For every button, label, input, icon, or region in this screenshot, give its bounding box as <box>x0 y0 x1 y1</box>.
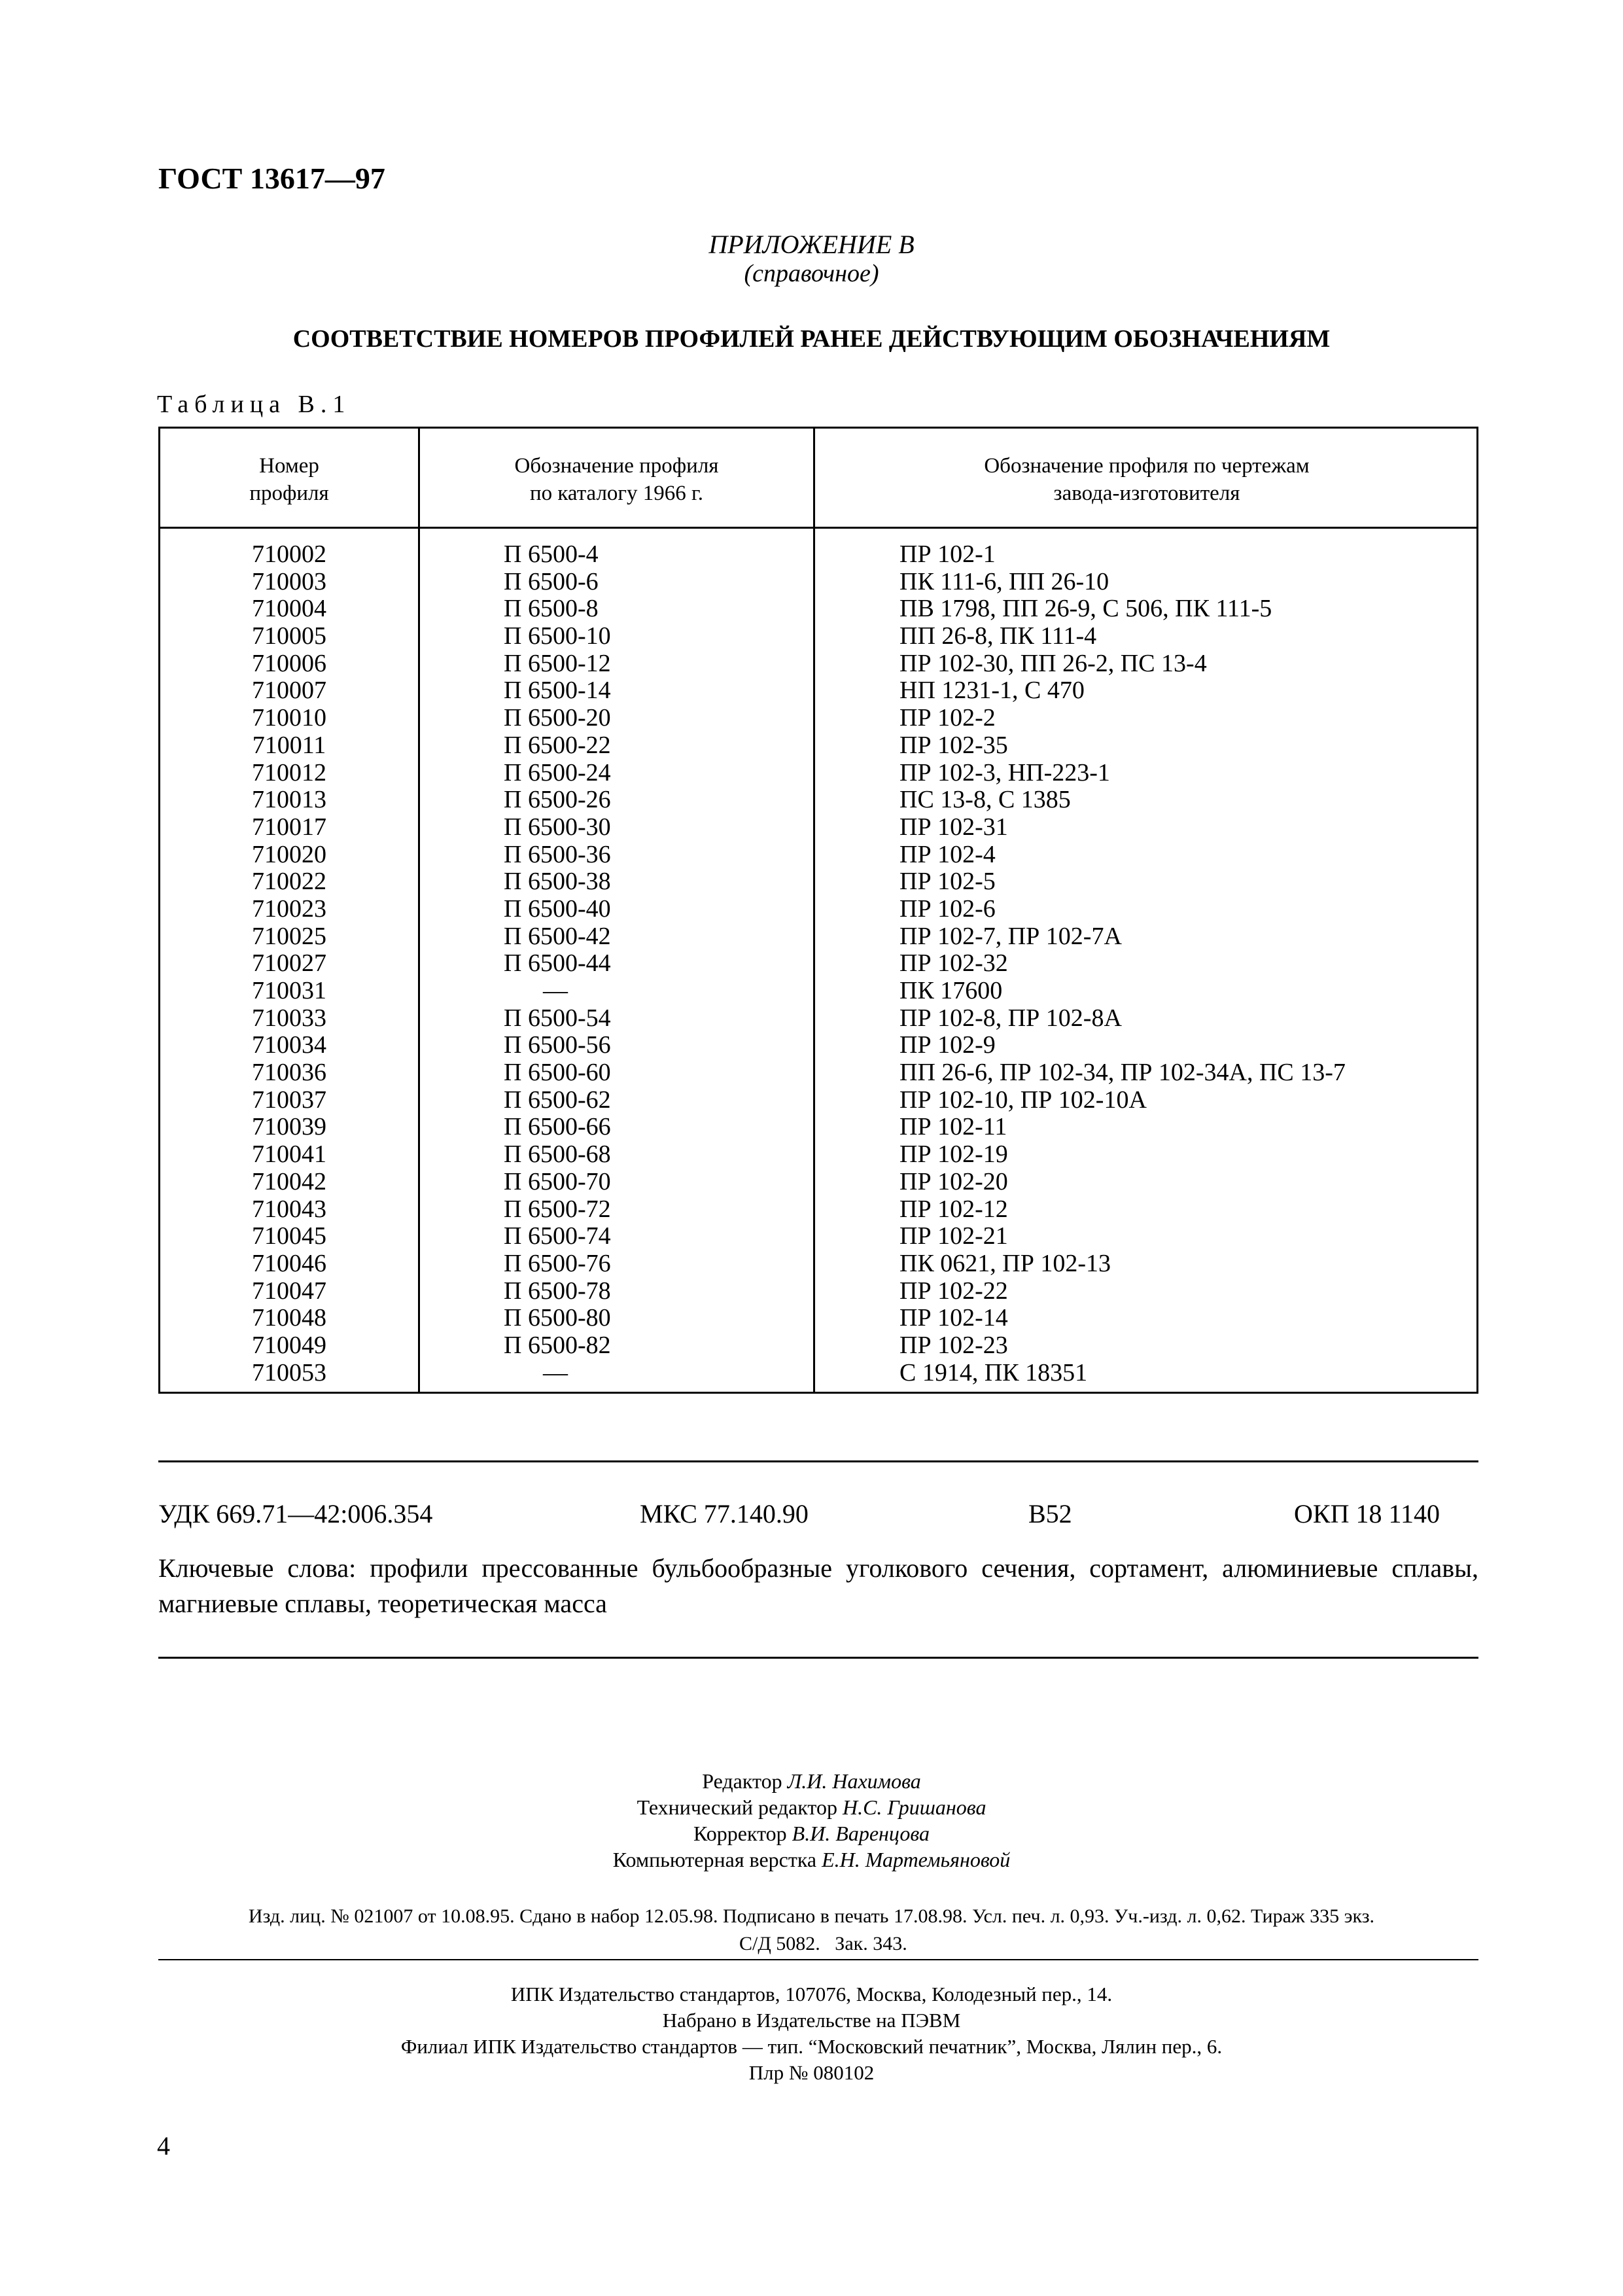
profiles-table <box>158 427 1478 1394</box>
cell-profile-number: 710042 <box>252 1167 326 1195</box>
staff-role: Компьютерная верстка <box>612 1848 817 1871</box>
cell-profile-number: 710006 <box>252 649 326 677</box>
cell-factory-designation: ПВ 1798, ПП 26-9, С 506, ПК 111-5 <box>899 595 1272 623</box>
okstu-code: В52 <box>1028 1499 1072 1528</box>
cell-factory-designation: ПП 26-6, ПР 102-34, ПР 102-34А, ПС 13-7 <box>899 1059 1346 1087</box>
cell-profile-number: 710046 <box>252 1249 326 1277</box>
cell-factory-designation: ПР 102-22 <box>899 1277 1008 1305</box>
cell-catalog-designation: П 6500-56 <box>504 1031 611 1059</box>
cell-factory-designation: ПР 102-5 <box>899 868 996 896</box>
cell-factory-designation: ПР 102-20 <box>899 1167 1008 1195</box>
cell-catalog-designation: П 6500-68 <box>504 1140 611 1169</box>
cell-factory-designation: ПР 102-30, ПП 26-2, ПС 13-4 <box>899 649 1207 677</box>
cell-factory-designation: ПР 102-6 <box>899 894 996 923</box>
cell-catalog-designation: П 6500-10 <box>504 622 611 650</box>
cell-profile-number: 710005 <box>252 622 326 650</box>
cell-factory-designation: ПП 26-8, ПК 111-4 <box>899 622 1097 650</box>
cell-factory-designation: С 1914, ПК 18351 <box>899 1358 1088 1386</box>
cell-catalog-designation: П 6500-82 <box>504 1331 611 1359</box>
cell-profile-number: 710025 <box>252 922 326 950</box>
header-line: завода-изготовителя <box>1053 482 1240 505</box>
cell-catalog-designation: П 6500-70 <box>504 1167 611 1195</box>
section-title: СООТВЕТСТВИЕ НОМЕРОВ ПРОФИЛЕЙ РАНЕЕ ДЕЙСТВУЮЩИМ ОБОЗНАЧЕНИЯМ <box>292 325 1331 353</box>
cell-profile-number: 710002 <box>252 540 326 568</box>
cell-profile-number: 710043 <box>252 1195 326 1223</box>
cell-catalog-designation: П 6500-78 <box>504 1277 611 1305</box>
cell-catalog-designation: П 6500-66 <box>504 1113 611 1141</box>
column-catalog-designation <box>504 541 811 1386</box>
cell-factory-designation: ПР 102-8, ПР 102-8А <box>899 1004 1122 1032</box>
cell-profile-number: 710007 <box>252 677 326 705</box>
cell-profile-number: 710027 <box>252 949 326 978</box>
cell-catalog-designation: П 6500-74 <box>504 1222 611 1250</box>
appendix-title: ПРИЛОЖЕНИЕ В <box>708 230 915 259</box>
table-header-divider <box>160 527 1476 529</box>
document-header: ГОСТ 13617—97 <box>158 162 385 195</box>
page-number: 4 <box>157 2131 170 2161</box>
header-line: Обозначение профиля по чертежам <box>984 454 1310 478</box>
cell-factory-designation: ПР 102-1 <box>899 540 996 568</box>
cell-catalog-designation: П 6500-60 <box>504 1059 611 1087</box>
cell-factory-designation: ПС 13-8, С 1385 <box>899 786 1071 814</box>
header-line: по каталогу 1966 г. <box>529 482 704 505</box>
cell-catalog-designation: П 6500-62 <box>504 1086 611 1114</box>
cell-profile-number: 710031 <box>252 977 326 1004</box>
cell-catalog-designation: П 6500-40 <box>504 894 611 923</box>
staff-line <box>0 1769 1623 1793</box>
cell-factory-designation: ПР 102-32 <box>899 949 1008 978</box>
cell-catalog-designation: П 6500-26 <box>504 786 611 814</box>
cell-factory-designation: ПК 17600 <box>899 977 1003 1004</box>
cell-profile-number: 710020 <box>252 840 326 868</box>
okp-code: ОКП 18 1140 <box>1294 1499 1440 1528</box>
cell-catalog-designation: П 6500-24 <box>504 758 611 786</box>
cell-catalog-designation: П 6500-38 <box>504 868 611 896</box>
cell-profile-number: 710037 <box>252 1086 326 1114</box>
publisher-line: Филиал ИПК Издательство стандартов — тип. “Московский печатник”, Москва, Лялин пер., 6. <box>400 2035 1223 2058</box>
cell-catalog-designation: П 6500-22 <box>504 731 611 759</box>
cell-catalog-designation: П 6500-8 <box>504 595 599 623</box>
cell-profile-number: 710047 <box>252 1277 326 1305</box>
staff-name: Н.С. Гришанова <box>842 1795 986 1819</box>
header-catalog-designation <box>420 452 813 507</box>
udk-code: УДК 669.71—42:006.354 <box>158 1499 433 1528</box>
divider-rule <box>158 1959 1478 1960</box>
cell-factory-designation: НП 1231-1, С 470 <box>899 677 1085 705</box>
cell-factory-designation: ПР 102-11 <box>899 1113 1007 1141</box>
keywords: Ключевые слова: профили прессованные бульбообразные уголкового сечения, сортамент, алюминиевые сплавы, магниевые сплавы, теоретическая масса <box>158 1553 1478 1618</box>
cell-profile-number: 710036 <box>252 1059 326 1087</box>
cell-profile-number: 710017 <box>252 813 326 841</box>
cell-profile-number: 710004 <box>252 595 326 623</box>
cell-factory-designation: ПР 102-4 <box>899 840 996 868</box>
publisher-line: Набрано в Издательстве на ПЭВМ <box>662 2009 961 2032</box>
header-line: Обозначение профиля <box>514 454 719 478</box>
cell-profile-number: 710053 <box>252 1358 326 1386</box>
cell-profile-number: 710045 <box>252 1222 326 1250</box>
column-profile-number <box>160 541 418 1386</box>
cell-factory-designation: ПР 102-2 <box>899 704 996 732</box>
table-column-divider <box>418 429 420 1392</box>
staff-name: В.И. Варенцова <box>792 1822 930 1845</box>
imprint-line: Изд. лиц. № 021007 от 10.08.95. Сдано в набор 12.05.98. Подписано в печать 17.08.98. Усл. печ. л. 0,93. Уч.-изд. л. 0,62. Тираж 335 экз. <box>248 1905 1375 1927</box>
cell-catalog-designation: П 6500-6 <box>504 567 599 595</box>
cell-factory-designation: ПР 102-35 <box>899 731 1008 759</box>
imprint-line: С/Д 5082. Зак. 343. <box>739 1933 907 1954</box>
cell-profile-number: 710049 <box>252 1331 326 1359</box>
cell-catalog-designation: П 6500-30 <box>504 813 611 841</box>
cell-profile-number: 710041 <box>252 1140 326 1169</box>
column-factory-designation <box>899 541 1475 1386</box>
table-column-divider <box>813 429 815 1392</box>
cell-factory-designation: ПР 102-21 <box>899 1222 1008 1250</box>
cell-catalog-designation: П 6500-4 <box>504 540 599 568</box>
cell-profile-number: 710013 <box>252 786 326 814</box>
cell-catalog-designation: П 6500-14 <box>504 677 611 705</box>
cell-catalog-designation: П 6500-12 <box>504 649 611 677</box>
header-line: Номер <box>259 454 319 478</box>
cell-factory-designation: ПР 102-23 <box>899 1331 1008 1359</box>
staff-role: Корректор <box>693 1822 787 1845</box>
cell-profile-number: 710011 <box>252 731 326 759</box>
cell-catalog-designation: — <box>543 977 568 1004</box>
cell-catalog-designation: П 6500-20 <box>504 704 611 732</box>
cell-factory-designation: ПК 0621, ПР 102-13 <box>899 1249 1111 1277</box>
cell-profile-number: 710012 <box>252 758 326 786</box>
publisher-line: Плр № 080102 <box>748 2061 875 2084</box>
staff-name: Е.Н. Мартемьяновой <box>822 1848 1011 1871</box>
cell-catalog-designation: П 6500-76 <box>504 1249 611 1277</box>
cell-profile-number: 710022 <box>252 868 326 896</box>
cell-profile-number: 710039 <box>252 1113 326 1141</box>
staff-line <box>0 1795 1623 1820</box>
cell-factory-designation: ПР 102-9 <box>899 1031 996 1059</box>
cell-profile-number: 710010 <box>252 704 326 732</box>
cell-catalog-designation: П 6500-42 <box>504 922 611 950</box>
cell-catalog-designation: П 6500-80 <box>504 1304 611 1332</box>
cell-factory-designation: ПР 102-19 <box>899 1140 1008 1169</box>
publisher-line: ИПК Издательство стандартов, 107076, Москва, Колодезный пер., 14. <box>510 1983 1113 2005</box>
header-profile-number <box>160 452 418 507</box>
divider-rule <box>158 1460 1478 1462</box>
cell-catalog-designation: П 6500-54 <box>504 1004 611 1032</box>
staff-role: Технический редактор <box>637 1795 837 1819</box>
cell-catalog-designation: П 6500-36 <box>504 840 611 868</box>
cell-profile-number: 710023 <box>252 894 326 923</box>
cell-profile-number: 710048 <box>252 1304 326 1332</box>
cell-catalog-designation: П 6500-72 <box>504 1195 611 1223</box>
cell-factory-designation: ПК 111-6, ПП 26-10 <box>899 567 1109 595</box>
mks-code: МКС 77.140.90 <box>640 1499 809 1528</box>
cell-factory-designation: ПР 102-31 <box>899 813 1008 841</box>
header-factory-designation <box>815 452 1478 507</box>
cell-factory-designation: ПР 102-12 <box>899 1195 1008 1223</box>
cell-factory-designation: ПР 102-3, НП-223-1 <box>899 758 1110 786</box>
table-caption: Таблица В.1 <box>157 391 351 418</box>
header-line: профиля <box>249 482 329 505</box>
divider-rule <box>158 1657 1478 1659</box>
staff-line <box>0 1822 1623 1846</box>
cell-profile-number: 710034 <box>252 1031 326 1059</box>
cell-catalog-designation: П 6500-44 <box>504 949 611 978</box>
staff-name: Л.И. Нахимова <box>787 1769 921 1793</box>
cell-profile-number: 710003 <box>252 567 326 595</box>
staff-line <box>0 1848 1623 1872</box>
staff-role: Редактор <box>702 1769 782 1793</box>
cell-catalog-designation: — <box>543 1358 568 1386</box>
cell-factory-designation: ПР 102-10, ПР 102-10А <box>899 1086 1147 1114</box>
cell-factory-designation: ПР 102-14 <box>899 1304 1008 1332</box>
cell-profile-number: 710033 <box>252 1004 326 1032</box>
appendix-subtitle: (справочное) <box>744 260 879 287</box>
cell-factory-designation: ПР 102-7, ПР 102-7А <box>899 922 1122 950</box>
